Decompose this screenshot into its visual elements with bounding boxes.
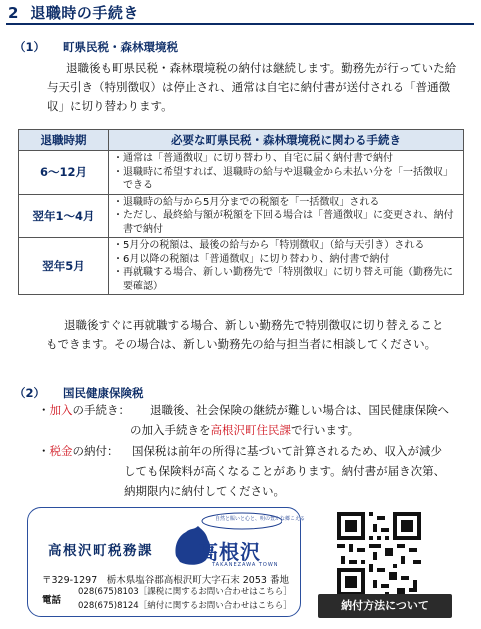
town-office-name: 高根沢町住民課 (210, 423, 291, 437)
header-period: 退職時期 (19, 130, 109, 151)
procedure-item: ・6月以降の税額は「普通徴収」に切り替わり、納付書で納付 (113, 253, 390, 265)
subsection-2-heading (14, 382, 144, 401)
period-cell: 翌年5月 (19, 238, 109, 295)
bullet-enrollment-line-2-post: で行います。 (291, 423, 360, 437)
bullet-dot: ・ (38, 403, 50, 417)
procedure-item: ・再就職する場合、新しい勤務先で「特別徴収」に切り替え可能（勤務先に要確認） (113, 267, 453, 292)
subsection-1-para-line-2: 与天引き（特別徴収）は停止され、通常は自宅に納付書が送付される「普通徴 (47, 80, 451, 94)
procedure-item: ・ただし、最終給与額が税額を下回る場合は「普通徴収」に変更され、納付書で納付 (113, 210, 454, 235)
tel-payment: 028(675)8124［納付に関するお問い合わせはこちら］ (78, 601, 292, 611)
subsection-1-para-line-3: 収」に切り替わります。 (47, 99, 173, 113)
procedure-item: ・退職時に希望すれば、退職時の給与や退職金から未払い分を「一括徴収」できる (113, 166, 453, 191)
table-row (19, 194, 464, 238)
procedure-cell (109, 238, 464, 295)
header-procedure: 必要な町県民税・森林環境税に関わる手続き (109, 130, 464, 151)
office-name: 高根沢町税務課 (48, 543, 153, 559)
bullet-label: の納付： (72, 444, 119, 458)
table-row (19, 238, 464, 295)
bullet-keyword: 税金 (49, 444, 73, 458)
section-number: 2 (8, 4, 19, 22)
office-address: 〒329-1297 栃木県塩谷郡高根沢町大字石末 2053 番地 (42, 575, 289, 586)
table-row (19, 151, 464, 195)
bullet-keyword: 加入 (49, 403, 73, 417)
bullet-enrollment (38, 400, 130, 420)
procedure-item: ・退職時の給与から5月分までの税額を「一括徴収」される (113, 196, 380, 208)
subsection-1-heading (14, 36, 178, 55)
section-title (8, 2, 139, 23)
procedure-cell (109, 194, 464, 238)
bullet-payment (38, 441, 119, 461)
section-rule (6, 23, 474, 25)
tel-tax-assessment: 028(675)8103［課税に関するお問い合わせはこちら］ (78, 587, 292, 597)
subsection-2-title: 国民健康保険税 (63, 386, 144, 400)
note-line-1: 退職後すぐに再就職する場合、新しい勤務先で特別徴収に切り替えること (64, 318, 444, 332)
logo-sub: TAKANEZAWA TOWN (212, 562, 279, 568)
qr-code[interactable] (337, 512, 421, 596)
bullet-enrollment-line-2-pre: の加入手続きを (130, 423, 211, 437)
bullet-enrollment-line-2 (130, 420, 359, 440)
logo-tagline: 自然と賑いと心と、明の豊かな郷こえる (215, 516, 306, 522)
bullet-payment-line-3: 納期限内に納付してください。 (124, 484, 285, 498)
subsection-1-number: （1） (14, 40, 46, 54)
logo-name: 高根沢 (198, 540, 261, 564)
bullet-payment-line-2: しても保険料が高くなることがあります。納付書が届き次第、 (124, 464, 446, 478)
procedure-table (18, 129, 464, 295)
procedure-item: ・通常は「普通徴収」に切り替わり、自宅に届く納付書で納付 (113, 153, 393, 164)
period-cell: 翌年1～4月 (19, 194, 109, 238)
bullet-dot: ・ (38, 444, 50, 458)
period-cell: 6～12月 (19, 151, 109, 195)
payment-method-button[interactable]: 納付方法について (318, 594, 452, 618)
subsection-1-title: 町県民税・森林環境税 (63, 40, 179, 54)
bullet-enrollment-line-1: 退職後、社会保険の継続が難しい場合は、国民健康保険へ (150, 403, 449, 417)
procedure-cell (109, 151, 464, 195)
bullet-label: の手続き： (72, 403, 130, 417)
subsection-2-number: （2） (14, 386, 46, 400)
bullet-payment-line-1: 国保税は前年の所得に基づいて計算されるため、収入が減少 (132, 444, 443, 458)
note-line-2: もできます。その場合は、新しい勤務先の給与担当者に相談してください。 (46, 337, 437, 351)
tel-label: 電話 (42, 595, 62, 606)
subsection-1-para-line-1: 退職後も町県民税・森林環境税の納付は継続します。勤務先が行っていた給 (66, 61, 457, 75)
section-title-text: 退職時の手続き (30, 4, 139, 22)
procedure-item: ・5月分の税額は、最後の給与から「特別徴収」（給与天引き）される (113, 240, 425, 251)
table-header-row (19, 130, 464, 151)
